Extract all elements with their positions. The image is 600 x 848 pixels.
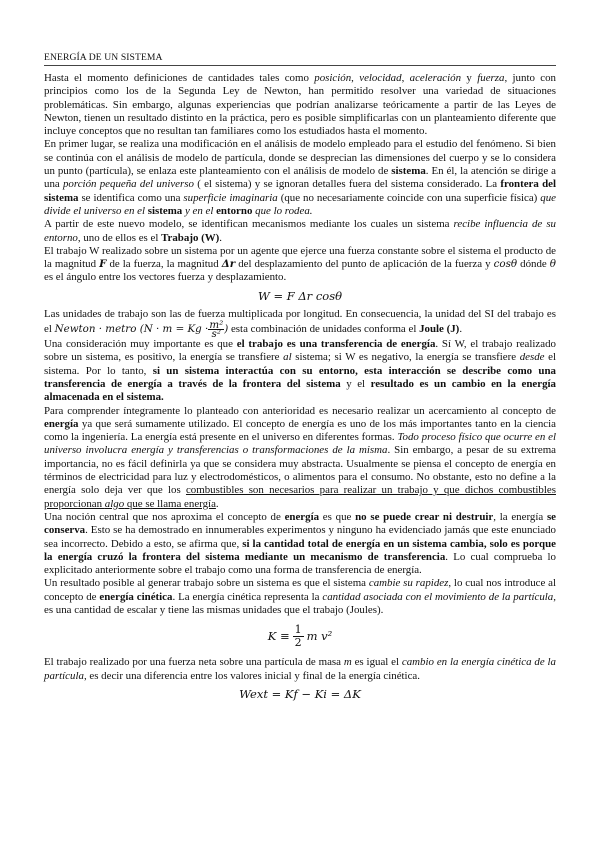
- paragraph-work-energy-theorem: El trabajo realizado por una fuerza neta sobre una partícula de masa m es igual el cambio en la energía cinética de la partícula, es decir una diferencia entre los valores inicial y final de la energía cinética.: [44, 656, 556, 682]
- page-header: [44, 52, 556, 66]
- header-title-initial-2: S: [120, 52, 127, 63]
- header-title-initial: E: [44, 52, 50, 63]
- paragraph-mechanisms: A partir de este nuevo modelo, se identifican mecanismos mediante los cuales un sistema recibe influencia de su entorno, uno de ellos es el Trabajo (W).: [44, 218, 556, 244]
- equation-work: W = F Δr cosθ: [257, 288, 343, 303]
- paragraph-energy-concept: Para comprender íntegramente lo planteado con anterioridad es necesario realizar un acercamiento al concepto de energía ya que será sumamente utilizado. El concepto de energía es uno de los más importantes tanto en la ciencia como la ingeniería. La energía está presente en el universo en diferentes formas. Todo proceso físico que ocurre en el universo involucra energía y transferencias o transformaciones de la misma. Sin embargo, a pesar de su extrema importancia, no es fácil definirla ya que se considera muy abstracta. Usualmente se piensa el concepto de energía en términos de electricidad para luz y electrodomésticos, o alimentos para el consumo. No obstante, esto no define a la energía solo deja ver que los combustibles son necesarios para realizar un trabajo y que dichos combustibles proporcionan algo que se llama energía.: [44, 404, 556, 510]
- paragraph-energy-transfer: Una consideración muy importante es que el trabajo es una transferencia de energía. Sí W, el trabajo realizado sobre un sistema, es positivo, la energía se transfiere al sistema; si W es negativo, la energía se transfiere desde el sistema. Por lo tanto, si un sistema interactúa con su entorno, esta interacción se describe como una transferencia de energía a través de la frontera del sistema y el resultado es un cambio en la energía almacenada en el sistema.: [44, 338, 556, 404]
- paragraph-work-definition: El trabajo W realizado sobre un sistema por un agente que ejerce una fuerza constante sobre el sistema el producto de la magnitud F de la fuerza, la magnitud Δr del desplazamiento del punto de aplicación de la fuerza y cosθ dónde θ es el ángulo entre los vectores fuerza y desplazamiento.: [44, 244, 556, 284]
- paragraph-units: Las unidades de trabajo son las de fuerza multiplicada por longitud. En consecuencia, la unidad del SI del trabajo es el Newton · metro (N · m = Kg · $\frac{\text{m²}}{\text{s²}}$ ) esta combinación de unidades conforma el Joule (J).: [44, 307, 556, 341]
- paragraph-kinetic-energy: Un resultado posible al generar trabajo sobre un sistema es que el sistema cambie su rapidez, lo cual nos introduce al concepto de energía cinética. La energía cinética representa la cantidad asociada con el movimiento de la partícula, es una cantidad de escalar y tiene las mismas unidades que el trabajo (Joules).: [44, 577, 557, 616]
- paragraph-conservation: Una noción central que nos aproxima el concepto de energía es que no se puede crear ni destruir, la energía se conserva. Esto se ha demostrado en innumerables experimentos y ninguno ha evidenciado jamás que este enunciado sea incorrecto. Debido a esto, se afirma que, si la cantidad total de energía en un sistema cambia, solo es porque la energía cruzó la frontera del sistema mediante un mecanismo de transferencia. Lo cual comprueba lo explicitado anteriormente sobre el trabajo como una forma de transferencia de energía.: [44, 510, 557, 577]
- equation-work-energy: Wext = Kf − Ki = ΔK: [239, 686, 361, 701]
- units-fraction: $\frac{\text{m²}}{\text{s²}}$: [209, 319, 224, 341]
- header-title-part-2: ISTEMA: [126, 52, 163, 63]
- paragraph-system-model: En primer lugar, se realiza una modificación en el análisis de modelo empleado para el estudio del fenómeno. Si bien se continúa con el análisis de modelo de partícula, donde se desprecian las dimensiones del cuerpo y se lo considera un punto (partícula), se enlaza este planteamiento con el análisis de modelo de sistema. En él, la atención se dirige a una porción pequeña del universo ( el sistema) y se ignoran detalles fuera del sistema considerado. La frontera del sistema se identifica como una superficie imaginaria (que no necesariamente coincide con una superficie física) que divide el universo en el sistema y en el entorno que lo rodea.: [44, 138, 557, 217]
- equation-kinetic-energy: K ≡ 1 2 m v²: [267, 622, 333, 649]
- paragraph-intro: Hasta el momento definiciones de cantidades tales como posición, velocidad, aceleración y fuerza, junto con principios como los de la Segunda Ley de Newton, han permitido resolver una variedad de situaciones problemáticas. Sin embargo, algunas experiencias que podrían analizarse teóricamente a partir de las Leyes de Newton, tienen un resultado distinto en la práctica, pero es posible simplificarlas con un planteamiento diferente que incluye conceptos que no resultan tan familiares como los estudiados hasta el momento.: [44, 72, 556, 138]
- document-page: [44, 52, 556, 706]
- header-title-part: NERGÍA DE UN: [49, 52, 121, 63]
